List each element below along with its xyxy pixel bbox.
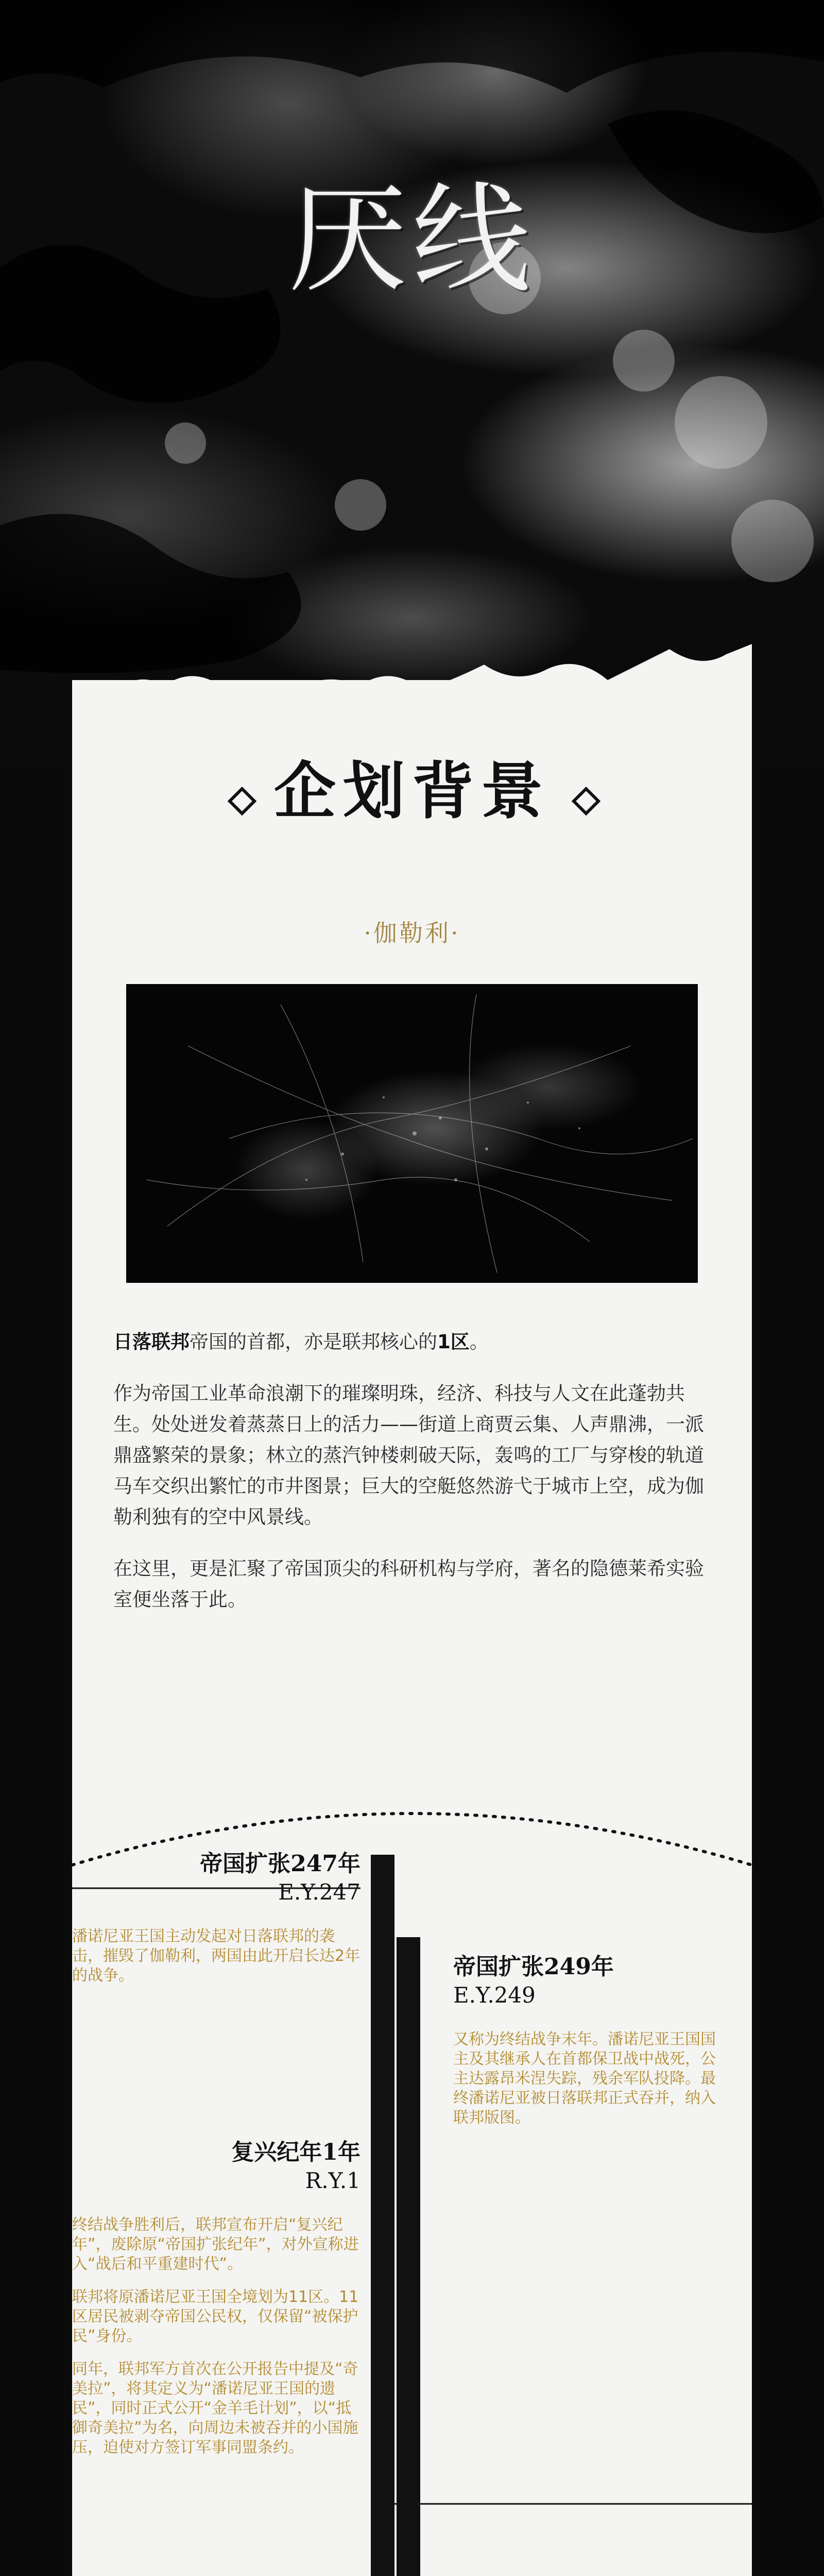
event-title-ry1	[93, 2138, 360, 2195]
event-3-title: 复兴纪年1年	[231, 2139, 360, 2165]
intro-paragraph-1	[113, 1327, 711, 1358]
logo-title: 厌线	[288, 172, 536, 309]
intro-paragraph-3: 在这里，更是汇聚了帝国顶尖的科研机构与学府，著名的隐德莱希实验室便坐落于此。	[113, 1557, 704, 1611]
event-3-paragraph-2: 联邦将原潘诺尼亚王国全境划为11区。11区居民被剥夺帝国公民权，仅保留“被保护民”身份。	[72, 2288, 359, 2345]
event-1-desc	[72, 1927, 360, 1999]
intro-bold-district: 1区	[437, 1331, 470, 1353]
event-2-title: 帝国扩张249年	[453, 1954, 614, 1980]
event-title-ey247	[118, 1850, 360, 1906]
intro-paragraph-2: 作为帝国工业革命浪潮下的璀璨明珠，经济、科技与人文在此蓬勃共生。处处迸发着蒸蒸日上的活力——街道上商贾云集、人声鼎沸，一派鼎盛繁荣的景象；林立的蒸汽钟楼刺破天际，轰鸣的工厂与穿梭的轨道马车交织出繁忙的市井图景；巨大的空艇悠然游弋于城市上空，成为伽勒利独有的空中风景线。	[113, 1382, 704, 1528]
event-2-code: E.Y.249	[453, 1982, 536, 2008]
intro-bold-federation: 日落联邦	[113, 1331, 190, 1353]
section-title: 企划背景	[274, 755, 550, 827]
intro-text	[113, 1327, 711, 1636]
event-3-code: R.Y.1	[305, 2168, 360, 2193]
event-3-desc	[72, 2215, 360, 2471]
event-3-paragraph-3: 同年，联邦军方首次在公开报告中提及“奇美拉”，将其定义为“潘诺尼亚王国的遗民”，同时正式公开“金羊毛计划”，以“抵御奇美拉”为名，向周边未被吞并的小国施压，迫使对方签订军事同盟条约。	[72, 2360, 358, 2456]
intro-p1-end: 。	[469, 1331, 489, 1353]
city-map-image	[126, 984, 698, 1283]
event-2-paragraph: 又称为终结战争末年。潘诺尼亚王国国主及其继承人在首都保卫战中战死，公主达露昂米涅失踪，残余军队投降。最终潘诺尼亚被日落联邦正式吞并，纳入联邦版图。	[453, 2030, 716, 2127]
event-2-desc	[453, 2030, 721, 2141]
event-1-title: 帝国扩张247年	[200, 1851, 360, 1877]
event-1-code: E.Y.247	[278, 1879, 360, 1905]
event-1-paragraph: 潘诺尼亚王国主动发起对日落联邦的袭击，摧毁了伽勒利，两国由此开启长达2年的战争。	[72, 1927, 360, 1985]
intro-p1-rest: 帝国的首都，亦是联邦核心的	[190, 1331, 437, 1353]
torn-paper-edge	[0, 634, 824, 737]
section-subtitle: ·伽勒利·	[364, 919, 460, 947]
event-title-ey249	[453, 1953, 711, 2009]
event-3-paragraph-1: 终结战争胜利后，联邦宣布开启“复兴纪年”，废除原“帝国扩张纪年”，对外宣称进入“战后和平重建时代”。	[72, 2216, 359, 2273]
city-map-lines	[126, 984, 698, 1283]
